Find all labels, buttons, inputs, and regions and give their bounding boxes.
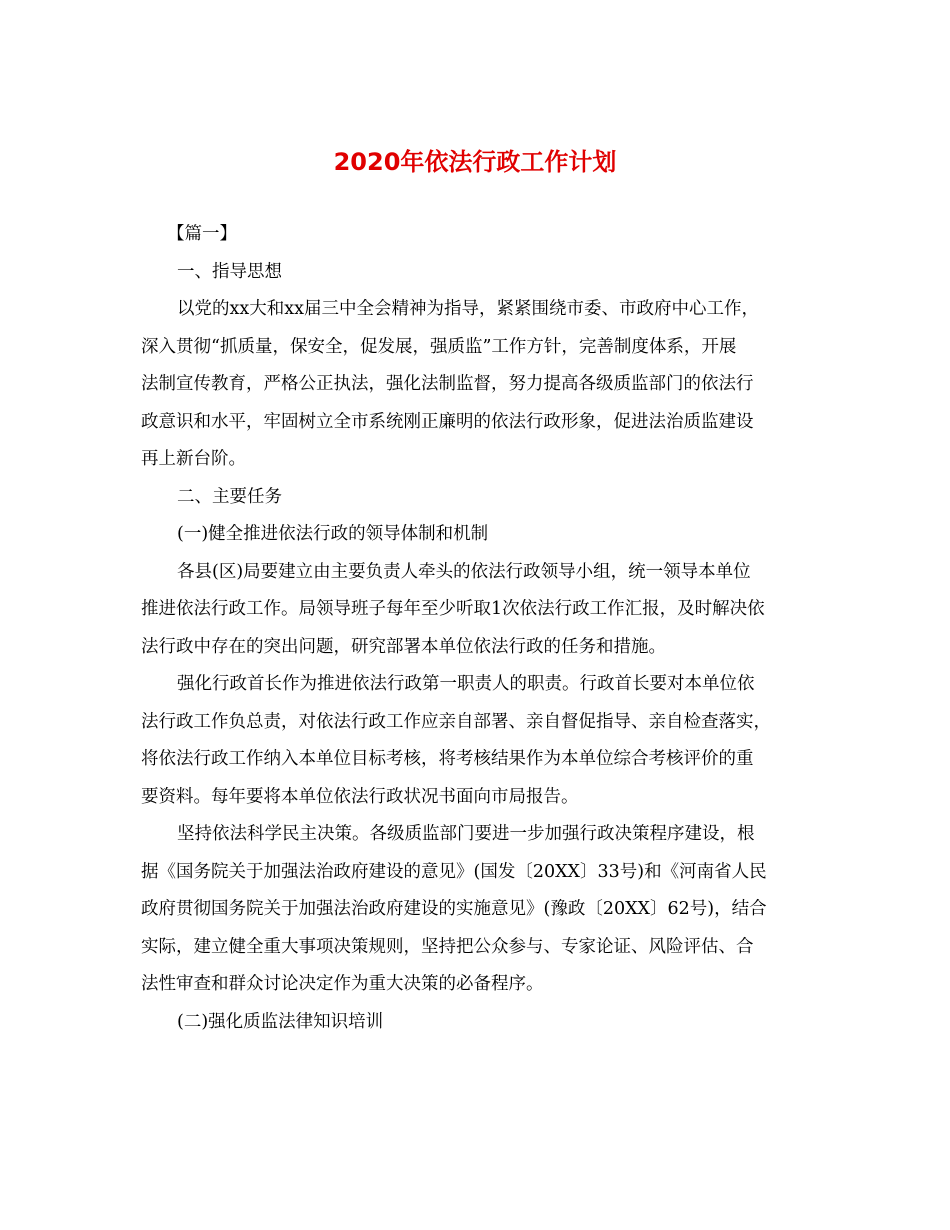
paragraph-line: 以党的xx大和xx届三中全会精神为指导，紧紧围绕市委、市政府中心工作， — [177, 299, 759, 319]
paragraph-line: 据《国务院关于加强法治政府建设的意见》(国发〔20XX〕33号)和《河南省人民 — [141, 861, 767, 882]
paragraph-line: 强化行政首长作为推进依法行政第一职责人的职责。行政首长要对本单位依 — [177, 674, 755, 694]
paragraph-line: 法行政工作负总责，对依法行政工作应亲自部署、亲自督促指导、亲自检查落实， — [141, 711, 771, 732]
paragraph-line: 各县(区)局要建立由主要负责人牵头的依法行政领导小组，统一领导本单位 — [177, 561, 751, 582]
paragraph-line: 将依法行政工作纳入本单位目标考核，将考核结果作为本单位综合考核评价的重 — [141, 749, 754, 769]
paragraph-line: 坚持依法科学民主决策。各级质监部门要进一步加强行政决策程序建设，根 — [177, 824, 755, 844]
heading-main-tasks: 二、主要任务 — [177, 486, 282, 507]
heading-guiding-ideology: 一、指导思想 — [177, 261, 282, 282]
paragraph-line: 实际，建立健全重大事项决策规则，坚持把公众参与、专家论证、风险评估、合 — [141, 936, 754, 957]
paragraph-line: 推进依法行政工作。局领导班子每年至少听取1次依法行政工作汇报，及时解决依 — [141, 599, 765, 619]
paragraph-line: 政意识和水平，牢固树立全市系统刚正廉明的依法行政形象，促进法治质监建设 — [141, 411, 754, 432]
paragraph-line: 要资料。每年要将本单位依法行政状况书面向市局报告。 — [141, 786, 579, 807]
subheading-leadership: (一)健全推进依法行政的领导体制和机制 — [177, 524, 489, 544]
document-title: 2020年依法行政工作计划 — [333, 148, 617, 176]
section-marker: 【篇一】 — [167, 224, 237, 244]
subheading-legal-training: (二)强化质监法律知识培训 — [177, 1011, 384, 1032]
paragraph-line: 法性审查和群众讨论决定作为重大决策的必备程序。 — [141, 974, 544, 994]
paragraph-line: 再上新台阶。 — [141, 449, 246, 469]
paragraph-line: 法制宣传教育，严格公正执法，强化法制监督，努力提高各级质监部门的依法行 — [141, 374, 754, 394]
document-body — [141, 216, 809, 1041]
paragraph-line: 深入贯彻“抓质量，保安全，促发展，强质监”工作方针，完善制度体系，开展 — [141, 336, 737, 357]
paragraph-line: 法行政中存在的突出问题，研究部署本单位依法行政的任务和措施。 — [141, 636, 666, 657]
paragraph-line: 政府贯彻国务院关于加强法治政府建设的实施意见》(豫政〔20XX〕62号)，结合 — [141, 899, 767, 919]
